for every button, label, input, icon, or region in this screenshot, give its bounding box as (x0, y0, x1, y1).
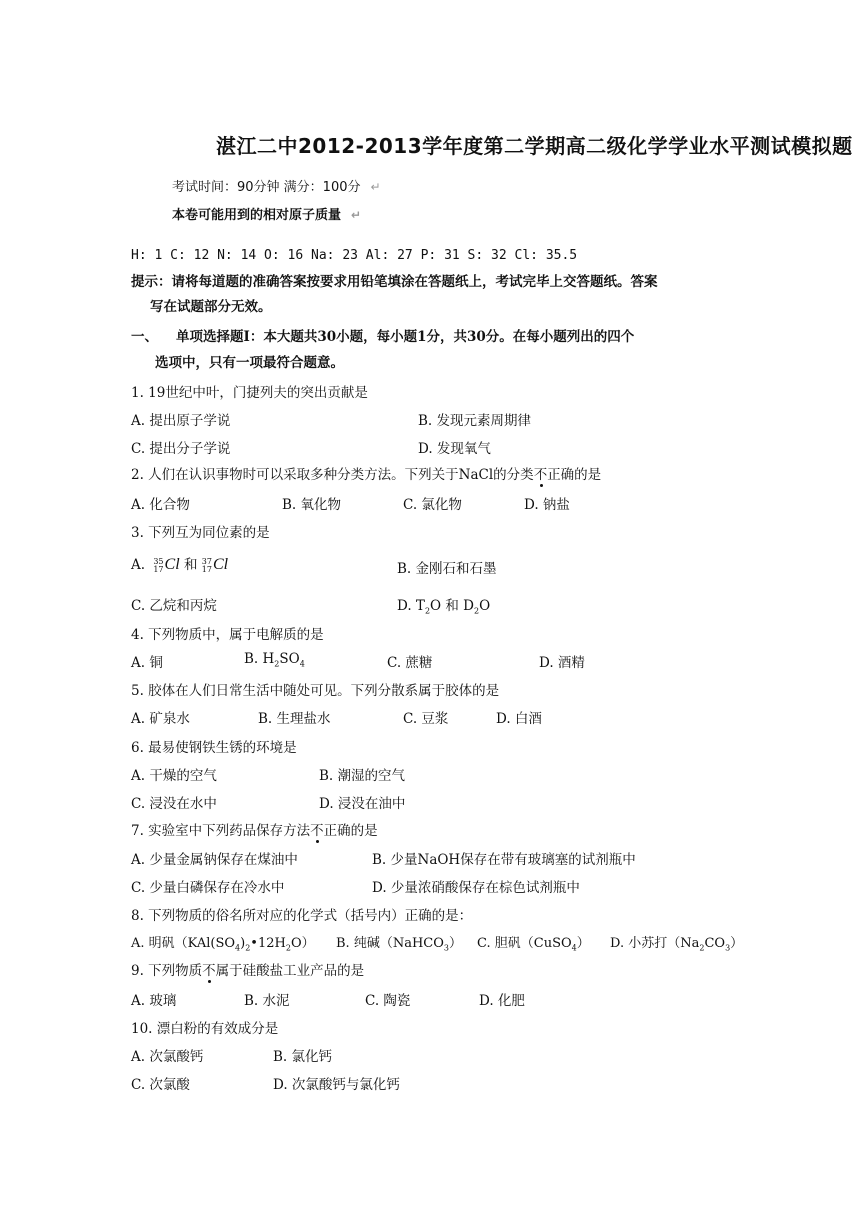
question-7-option-c: C. 少量白磷保存在冷水中 (131, 880, 285, 896)
question-6-option-a: A. 干燥的空气 (131, 768, 217, 784)
question-5-option-c: C. 豆浆 (403, 711, 449, 727)
tips-line-1: 提示：请将每道题的准确答案按要求用铅笔填涂在答题纸上，考试完毕上交答题纸。答案 (131, 274, 658, 290)
question-7-stem: 7. 实验室中下列药品保存方法不正确的是 (131, 823, 378, 839)
question-2-option-d: D. 钠盐 (524, 497, 570, 513)
question-5-option-a: A. 矿泉水 (131, 711, 190, 727)
question-10-option-d: D. 次氯酸钙与氯化钙 (273, 1077, 400, 1093)
atomic-mass-list: H: 1 C: 12 N: 14 O: 16 Na: 23 Al: 27 P: 31 S: 32 Cl: 35.5 (131, 248, 578, 263)
exam-time-info: 考试时间：90分钟 满分：100分 ↵ (172, 180, 381, 195)
question-2-stem: 2. 人们在认识事物时可以采取多种分类方法。下列关于NaCl的分类不正确的是 (131, 467, 602, 483)
tips-line-2: 写在试题部分无效。 (150, 299, 272, 315)
question-1-option-b: B. 发现元素周期律 (418, 413, 532, 429)
question-3-option-d: D. $T_2O$ 和 $D_2O$ (397, 598, 491, 616)
question-8-option-c: C. 胆矾（CuSO$_4$） (477, 936, 590, 953)
question-3-stem: 3. 下列互为同位素的是 (131, 525, 270, 541)
question-4-stem: 4. 下列物质中，属于电解质的是 (131, 627, 324, 643)
question-5-option-b: B. 生理盐水 (258, 711, 331, 727)
question-4-option-a: A. 铜 (131, 655, 163, 671)
question-1-option-c: C. 提出分子学说 (131, 441, 231, 457)
question-7-option-a: A. 少量金属钠保存在煤油中 (131, 852, 298, 868)
question-1-stem: 1. 19世纪中叶，门捷列夫的突出贡献是 (131, 385, 368, 401)
question-8-option-a: A. 明矾$(KAl(SO_4)_2•12H_2O)$ (131, 936, 315, 953)
question-9-option-b: B. 水泥 (244, 993, 290, 1009)
question-4-option-d: D. 酒精 (539, 655, 585, 671)
question-6-option-d: D. 浸没在油中 (319, 796, 406, 812)
question-10-option-a: A. 次氯酸钙 (131, 1049, 204, 1065)
question-2-option-c: C. 氯化物 (403, 497, 462, 513)
question-10-option-b: B. 氯化钙 (273, 1049, 333, 1065)
section-heading-line-2: 选项中，只有一项最符合题意。 (155, 355, 344, 371)
question-2-option-a: A. 化合物 (131, 497, 190, 513)
question-7-option-b: B. 少量NaOH保存在带有玻璃塞的试剂瓶中 (372, 852, 636, 868)
atomic-mass-heading: 本卷可能用到的相对原子质量 ↵ (172, 208, 362, 223)
question-6-option-c: C. 浸没在水中 (131, 796, 217, 812)
question-6-option-b: B. 潮湿的空气 (319, 768, 406, 784)
exam-title: 湛江二中2012-2013学年度第二学期高二级化学学业水平测试模拟题 (216, 134, 853, 158)
question-9-stem: 9. 下列物质不属于硅酸盐工业产品的是 (131, 963, 365, 979)
question-3-option-a: A. 35 17Cl 和 37 17Cl (131, 556, 229, 574)
question-4-option-b: B. $H_2SO_4$ (244, 651, 305, 669)
question-9-option-d: D. 化肥 (479, 993, 525, 1009)
question-10-option-c: C. 次氯酸 (131, 1077, 190, 1093)
question-10-stem: 10. 漂白粉的有效成分是 (131, 1021, 279, 1037)
question-8-stem: 8. 下列物质的俗名所对应的化学式（括号内）正确的是： (131, 908, 473, 924)
question-8-option-b: B. 纯碱（NaHCO$_3$） (336, 936, 462, 953)
question-3-option-b: B. 金刚石和石墨 (397, 561, 497, 577)
question-5-stem: 5. 胶体在人们日常生活中随处可见。下列分散系属于胶体的是 (131, 683, 500, 699)
question-4-option-c: C. 蔗糖 (387, 655, 433, 671)
question-9-option-c: C. 陶瓷 (365, 993, 411, 1009)
section-heading-line-1: 单项选择题Ⅰ：本大题共30小题，每小题1分，共30分。在每小题列出的四个 (176, 329, 635, 345)
question-8-option-d: D. 小苏打$(Na_2CO_3)$ (610, 936, 744, 953)
question-2-option-b: B. 氧化物 (282, 497, 342, 513)
question-7-option-d: D. 少量浓硝酸保存在棕色试剂瓶中 (372, 880, 580, 896)
question-9-option-a: A. 玻璃 (131, 993, 177, 1009)
question-5-option-d: D. 白酒 (496, 711, 542, 727)
question-1-option-d: D. 发现氧气 (418, 441, 491, 457)
question-6-stem: 6. 最易使钢铁生锈的环境是 (131, 740, 297, 756)
question-1-option-a: A. 提出原子学说 (131, 413, 231, 429)
section-number: 一、 (131, 329, 158, 345)
question-3-option-c: C. 乙烷和丙烷 (131, 598, 217, 614)
